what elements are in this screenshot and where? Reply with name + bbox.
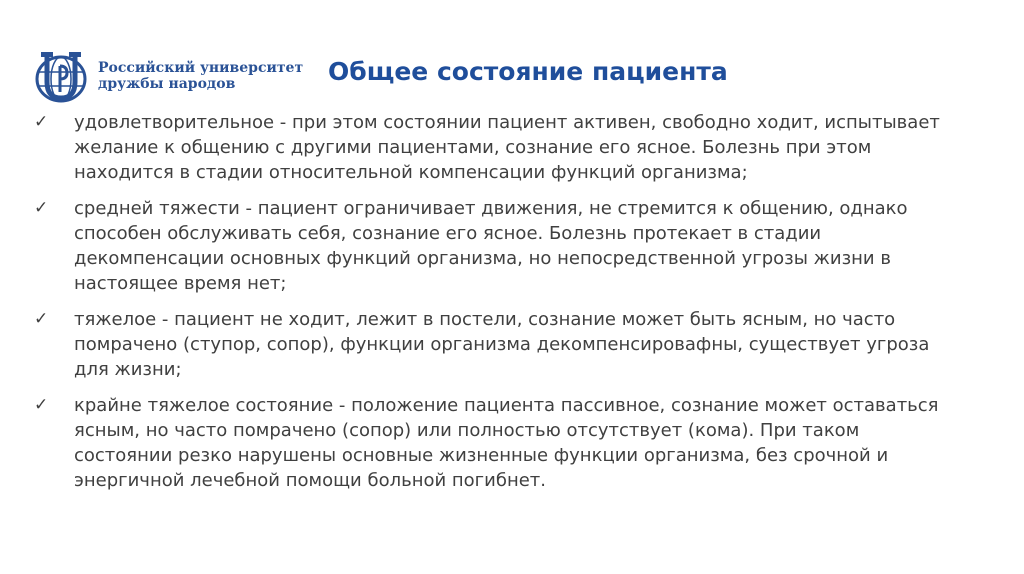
rudn-globe-emblem-icon xyxy=(30,48,92,108)
university-logo xyxy=(30,48,304,108)
slide-title: Общее состояние пациента xyxy=(328,57,728,86)
bullet-text: тяжелое - пациент не ходит, лежит в постели, сознание может быть ясным, но часто помрачено (ступор, сопор), функции организма декомпенсировафны, существует угроза для жизни; xyxy=(74,309,930,380)
university-name-line1: Российский университет xyxy=(98,60,304,76)
checkmark-icon: ✓ xyxy=(34,395,49,415)
bullet-item-moderate xyxy=(34,196,954,296)
university-name xyxy=(98,60,303,92)
university-name-line2: дружбы народов xyxy=(98,76,236,92)
bullet-item-satisfactory xyxy=(34,110,954,185)
checkmark-icon: ✓ xyxy=(34,309,49,329)
bullet-text: средней тяжести - пациент ограничивает движения, не стремится к общению, однако способен обслуживать себя, сознание его ясное. Болезнь протекает в стадии декомпенсации основных функций организма, но непосредственной угрозы жизни в настоящее время нет; xyxy=(74,198,908,294)
bullet-item-extremely-severe xyxy=(34,393,954,493)
bullet-item-severe xyxy=(34,307,954,382)
bullet-text: крайне тяжелое состояние - положение пациента пассивное, сознание может оставаться ясным, но часто помрачено (сопор) или полностью отсутствует (кома). При таком состоянии резко нарушены основные жизненные функции организма, без срочной и энергичной лечебной помощи больной погибнет. xyxy=(74,395,939,491)
bullet-text: удовлетворительное - при этом состоянии пациент активен, свободно ходит, испытывает желание к общению с другими пациентами, сознание его ясное. Болезнь при этом находится в стадии относительной компенсации функций организма; xyxy=(74,112,940,183)
checkmark-icon: ✓ xyxy=(34,112,49,132)
checkmark-icon: ✓ xyxy=(34,198,49,218)
bullet-list xyxy=(34,110,954,504)
